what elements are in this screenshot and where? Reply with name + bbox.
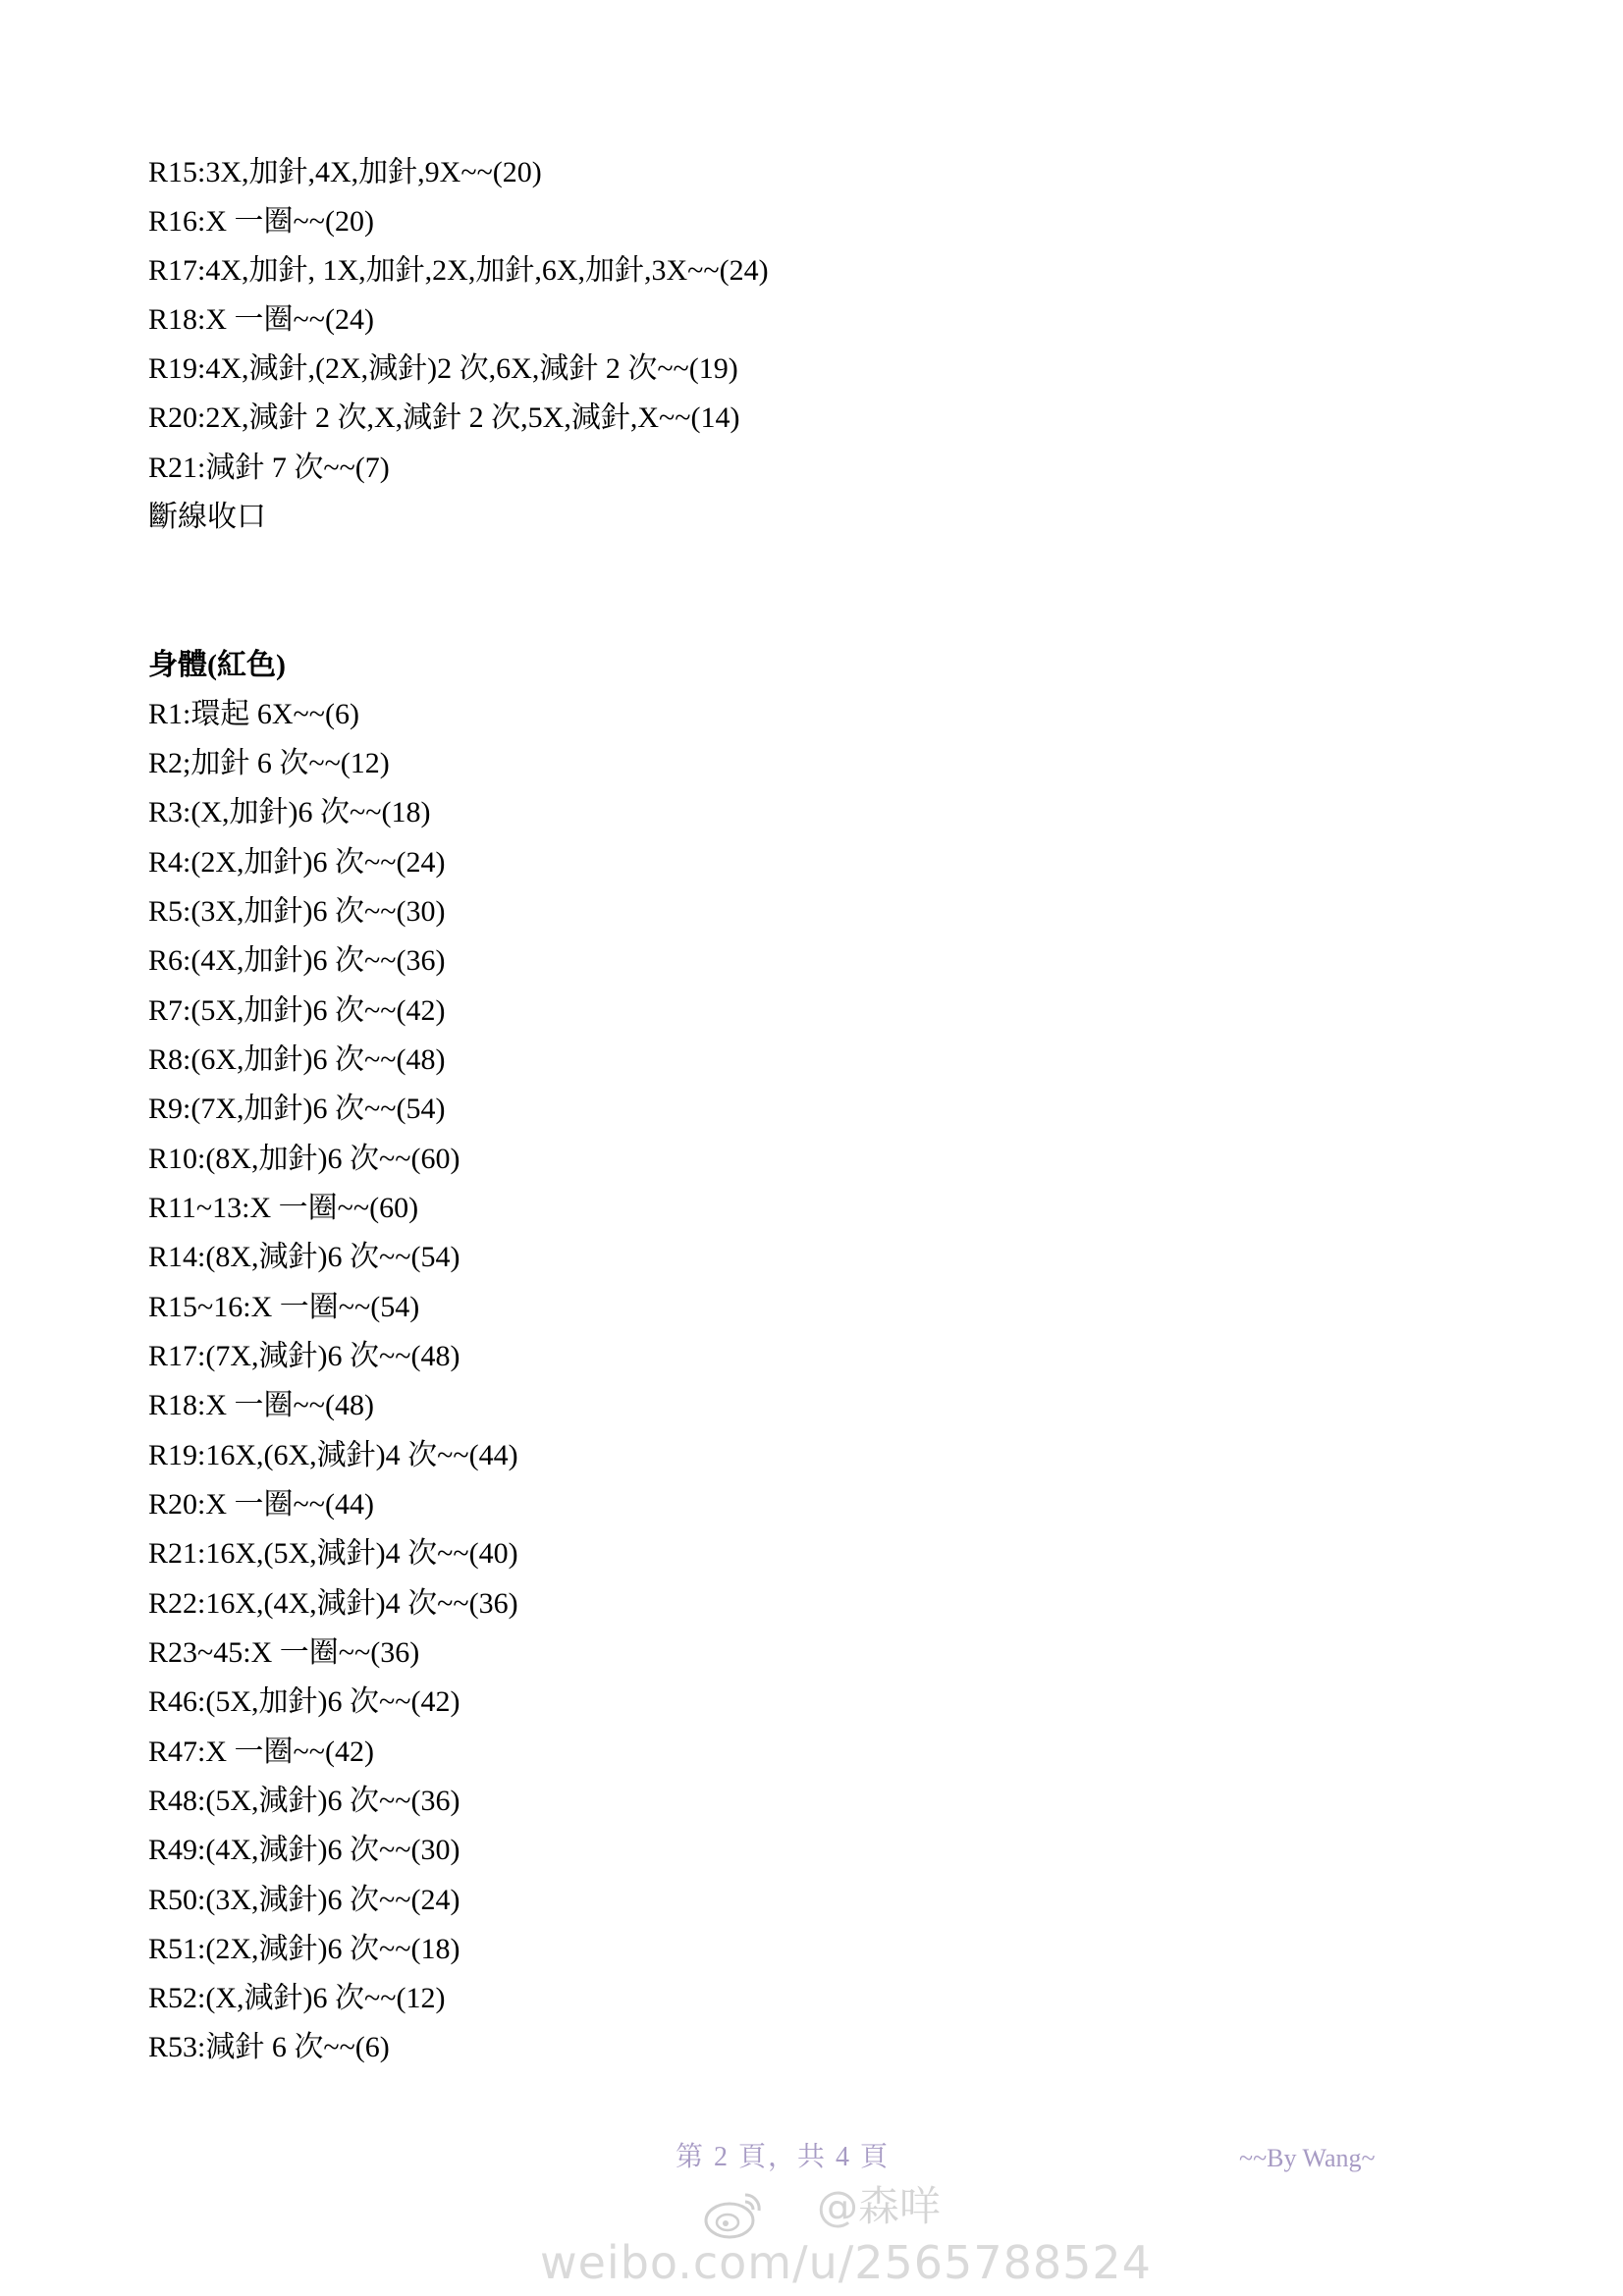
pattern-row: R53:減針 6 次~~(6): [148, 2031, 390, 2063]
pattern-row: R3:(X,加針)6 次~~(18): [148, 796, 431, 828]
pattern-row: R1:環起 6X~~(6): [148, 698, 359, 730]
pattern-row: R17:4X,加針, 1X,加針,2X,加針,6X,加針,3X~~(24): [148, 254, 769, 287]
pattern-row: R20:X 一圈~~(44): [148, 1488, 374, 1521]
pattern-row: R15~16:X 一圈~~(54): [148, 1291, 420, 1323]
pattern-row: R9:(7X,加針)6 次~~(54): [148, 1093, 446, 1125]
pattern-row: R51:(2X,減針)6 次~~(18): [148, 1933, 460, 1965]
pattern-row: R20:2X,減針 2 次,X,減針 2 次,5X,減針,X~~(14): [148, 401, 740, 434]
pattern-row: R22:16X,(4X,減針)4 次~~(36): [148, 1587, 518, 1620]
pattern-row: R19:4X,減針,(2X,減針)2 次,6X,減針 2 次~~(19): [148, 352, 738, 385]
author-signature: ~~By Wang~: [1239, 2144, 1376, 2172]
pattern-row: R5:(3X,加針)6 次~~(30): [148, 895, 446, 928]
pattern-row: R46:(5X,加針)6 次~~(42): [148, 1685, 460, 1718]
pattern-row: R14:(8X,減針)6 次~~(54): [148, 1241, 460, 1273]
pattern-row: R19:16X,(6X,減針)4 次~~(44): [148, 1439, 518, 1471]
pattern-row: R18:X 一圈~~(24): [148, 303, 374, 336]
pattern-row: R8:(6X,加針)6 次~~(48): [148, 1043, 446, 1076]
pattern-row: R21:減針 7 次~~(7): [148, 452, 390, 484]
pattern-row: R48:(5X,減針)6 次~~(36): [148, 1785, 460, 1817]
pattern-row: R4:(2X,加針)6 次~~(24): [148, 846, 446, 879]
finish-instruction: 斷線收口: [148, 501, 266, 533]
pattern-row: R6:(4X,加針)6 次~~(36): [148, 944, 446, 977]
watermark: [530, 2179, 1152, 2292]
watermark-handle: @森咩: [817, 2182, 942, 2230]
pattern-row: R50:(3X,減針)6 次~~(24): [148, 1884, 460, 1916]
pattern-row: R2;加針 6 次~~(12): [148, 747, 390, 779]
section-heading-body: 身體(紅色): [148, 649, 286, 681]
pattern-row: R21:16X,(5X,減針)4 次~~(40): [148, 1537, 518, 1570]
pattern-row: R16:X 一圈~~(20): [148, 205, 374, 238]
watermark-url: weibo.com/u/2565788524: [540, 2236, 1152, 2289]
pattern-row: R52:(X,減針)6 次~~(12): [148, 1982, 446, 2014]
pattern-row: R18:X 一圈~~(48): [148, 1389, 374, 1421]
pattern-row: R11~13:X 一圈~~(60): [148, 1192, 419, 1224]
pattern-row: R23~45:X 一圈~~(36): [148, 1636, 420, 1669]
pattern-row: R49:(4X,減針)6 次~~(30): [148, 1834, 460, 1866]
pattern-row: R10:(8X,加針)6 次~~(60): [148, 1143, 460, 1175]
weibo-logo-icon: [702, 2187, 765, 2242]
pattern-row: R17:(7X,減針)6 次~~(48): [148, 1340, 460, 1372]
pattern-row: R7:(5X,加針)6 次~~(42): [148, 994, 446, 1027]
page-number: 第 2 頁，共 4 頁: [676, 2142, 891, 2172]
pattern-row: R15:3X,加針,4X,加針,9X~~(20): [148, 156, 542, 188]
pattern-row: R47:X 一圈~~(42): [148, 1735, 374, 1768]
